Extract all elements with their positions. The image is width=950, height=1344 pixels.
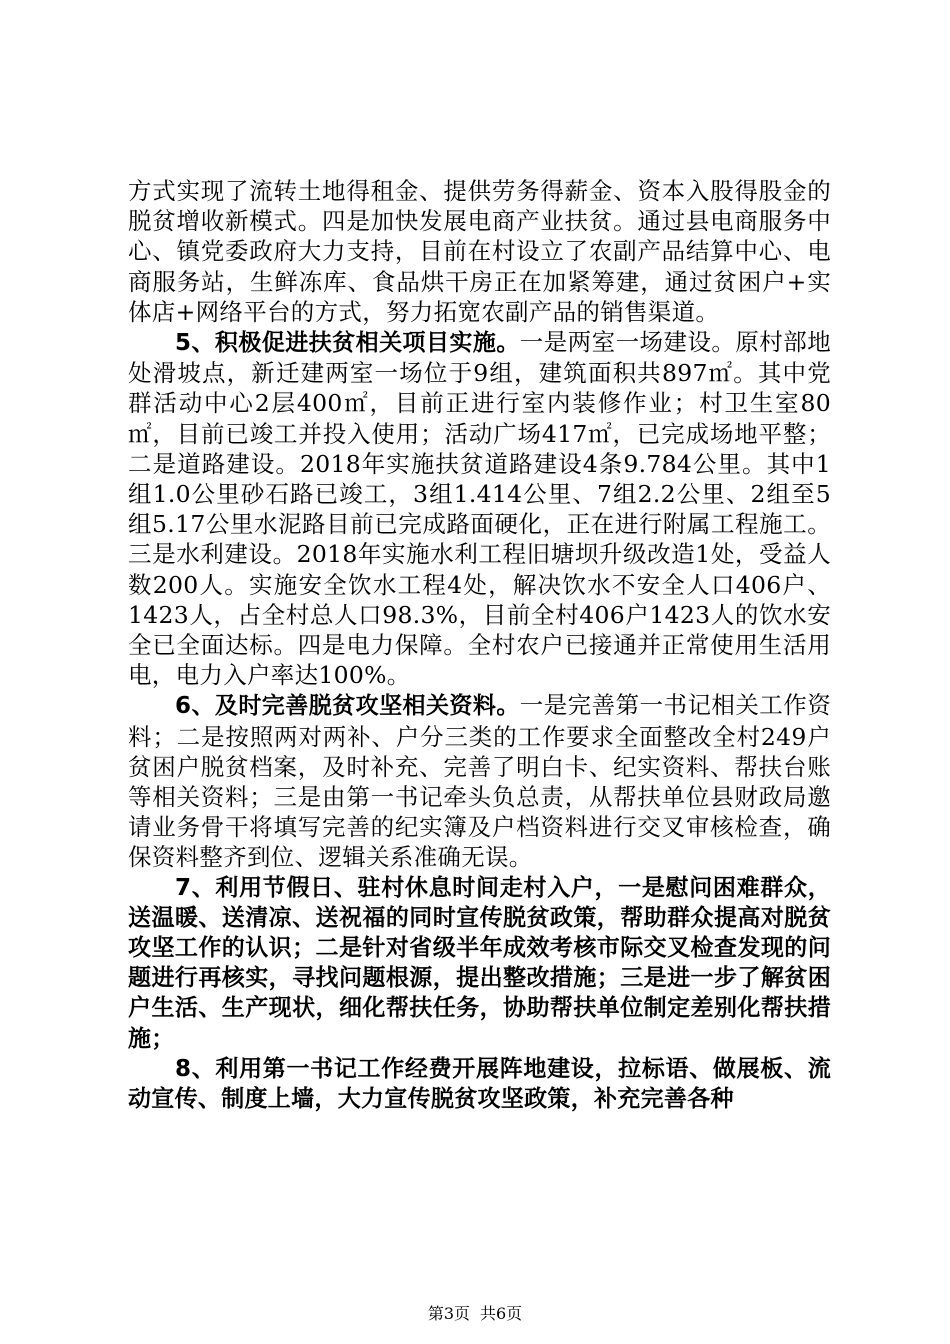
paragraph-3: 6、及时完善脱贫攻坚相关资料。一是完善第一书记相关工作资料；二是按照两对两补、户分三类的工作要求全面整改全村249户贫困户脱贫档案，及时补充、完善了明白卡、纪实资料、帮扶台账等相关资料；三是由第一书记牵头负总责，从帮扶单位县财政局邀请业务骨干将填写完善的纪实簿及户档资料进行交叉审核检查，确保资料整齐到位、逻辑关系准确无误。 xyxy=(128,691,831,872)
page-total: 共6页 xyxy=(480,1304,523,1323)
page-footer xyxy=(0,1304,950,1324)
paragraph-5: 8、利用第一书记工作经费开展阵地建设，拉标语、做展板、流动宣传、制度上墙，大力宣传脱贫攻坚政策，补充完善各种 xyxy=(128,1055,831,1113)
paragraph-3-heading: 6、及时完善脱贫攻坚相关资料。 xyxy=(175,693,520,720)
document-body xyxy=(128,176,831,1114)
paragraph-2-heading: 5、积极促进扶贫相关项目实施。 xyxy=(175,330,520,357)
page-number: 第3页 xyxy=(427,1304,470,1323)
paragraph-4: 7、利用节假日、驻村休息时间走村入户，一是慰问困难群众，送温暖、送清凉、送祝福的同时宣传脱贫政策，帮助群众提高对脱贫攻坚工作的认识；二是针对省级半年成效考核市际交叉检查发现的问题进行再核实，寻找问题根源，提出整改措施；三是进一步了解贫困户生活、生产现状，细化帮扶任务，协助帮扶单位制定差别化帮扶措施； xyxy=(128,874,831,1052)
paragraph-1: 方式实现了流转土地得租金、提供劳务得薪金、资本入股得股金的脱贫增收新模式。四是加快发展电商产业扶贫。通过县电商服务中心、镇党委政府大力支持，目前在村设立了农副产品结算中心、电商服务站，生鲜冻库、食品烘干房正在加紧筹建，通过贫困户+实体店+网络平台的方式，努力拓宽农副产品的销售渠道。 xyxy=(128,177,831,326)
paragraph-2: 5、积极促进扶贫相关项目实施。一是两室一场建设。原村部地处滑坡点，新迁建两室一场位于9组，建筑面积共897㎡。其中党群活动中心2层400㎡，目前正进行室内装修作业；村卫生室80㎡，目前已竣工并投入使用；活动广场417㎡，已完成场地平整；二是道路建设。2018年实施扶贫道路建设4条9.784公里。其中1组1.0公里砂石路已竣工，3组1.414公里、7组2.2公里、2组至5组5.17公里水泥路目前已完成路面硬化，正在进行附属工程施工。三是水利建设。2018年实施水利工程旧塘坝升级改造1处，受益人数200人。实施安全饮水工程4处，解决饮水不安全人口406户、1423人，占全村总人口98.3%，目前全村406户1423人的饮水安全已全面达标。四是电力保障。全村农户已接通并正常使用生活用电，电力入户率达100%。 xyxy=(128,328,831,690)
